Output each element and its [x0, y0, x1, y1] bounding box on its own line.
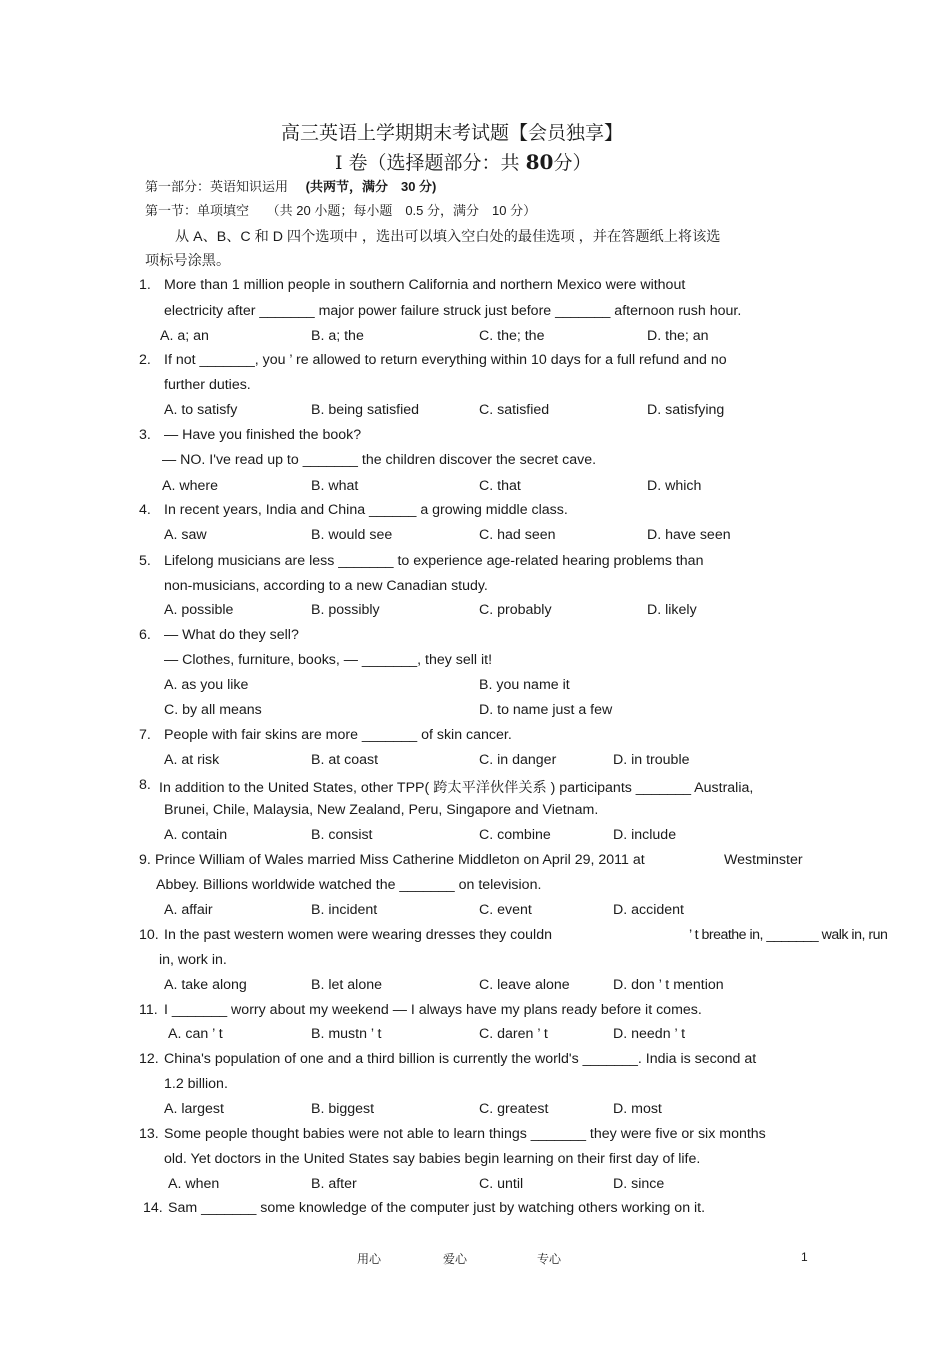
- option-d: D. since: [613, 1176, 665, 1192]
- question-text-cont: in, work in.: [159, 952, 227, 968]
- option-d: D. accident: [613, 902, 684, 918]
- option-d: D. in trouble: [613, 752, 690, 768]
- question-number: 11.: [139, 1002, 158, 1018]
- option-a: A. when: [168, 1176, 220, 1192]
- section-heading: [145, 200, 536, 219]
- option-b: B. would see: [311, 527, 393, 543]
- option-a: A. largest: [164, 1101, 224, 1117]
- question-text: Lifelong musicians are less _______ to experience age-related hearing problems than: [164, 553, 704, 569]
- option-d: D. likely: [647, 602, 697, 618]
- option-b: B. incident: [311, 902, 378, 918]
- question-text: I _______ worry about my weekend — I always have my plans ready before it comes.: [164, 1002, 702, 1018]
- question-text-cont: non-musicians, according to a new Canadian study.: [164, 578, 488, 594]
- question-number: 10.: [139, 927, 159, 943]
- option-b: B. at coast: [311, 752, 379, 768]
- question-text: [164, 277, 802, 293]
- option-d: D. needn ’ t: [613, 1026, 686, 1042]
- option-a: A. can ’ t: [168, 1026, 223, 1042]
- option-c: C. probably: [479, 602, 552, 618]
- option-a: A. a; an: [160, 328, 209, 344]
- question-number: 4.: [139, 502, 151, 518]
- option-a: A. as you like: [164, 677, 249, 693]
- question-text-cont: — NO. I've read up to _______ the children discover the secret cave.: [162, 452, 597, 468]
- option-c: C. until: [479, 1176, 524, 1192]
- question-number: 5.: [139, 553, 151, 569]
- option-c: C. combine: [479, 827, 551, 843]
- option-b: B. biggest: [311, 1101, 375, 1117]
- option-c: C. had seen: [479, 527, 556, 543]
- option-c: C. by all means: [164, 702, 262, 718]
- section-info: （共 20 小题；每小题 0.5 分，满分 10 分）: [266, 203, 537, 218]
- question-text-cont: electricity after _______ major power failure struck just before _______ afternoon rush hour.: [164, 303, 742, 319]
- part-label: 第一部分：英语知识运用: [145, 179, 289, 194]
- option-a: A. saw: [164, 527, 207, 543]
- question-number: 6.: [139, 627, 151, 643]
- question-number: 9.: [139, 852, 151, 868]
- question-number: 2.: [139, 352, 151, 368]
- question-number: 12.: [139, 1051, 159, 1067]
- option-d: D. the; an: [647, 328, 709, 344]
- option-a: A. contain: [164, 827, 228, 843]
- option-b: B. being satisfied: [311, 402, 420, 418]
- question-text: — Have you finished the book?: [164, 427, 362, 443]
- option-b: B. you name it: [479, 677, 570, 693]
- question-text-cont: — Clothes, furniture, books, — _______, they sell it!: [164, 652, 493, 668]
- option-b: B. a; the: [311, 328, 364, 344]
- footer-word-3: 专心: [537, 1252, 562, 1266]
- question-text-cont: 1.2 billion.: [164, 1076, 228, 1092]
- option-b: B. what: [311, 478, 359, 494]
- option-d: D. to name just a few: [479, 702, 613, 718]
- option-c: C. the; the: [479, 328, 545, 344]
- option-a: A. affair: [164, 902, 213, 918]
- option-d: D. don ’ t mention: [613, 977, 724, 993]
- question-text-cont: Abbey. Billions worldwide watched the _______ on television.: [156, 877, 542, 893]
- question-number: 8.: [139, 777, 151, 793]
- option-c: C. daren ’ t: [479, 1026, 548, 1042]
- question-text: In recent years, India and China ______ a growing middle class.: [164, 502, 568, 518]
- option-a: A. to satisfy: [164, 402, 238, 418]
- option-d: D. include: [613, 827, 677, 843]
- option-c: C. leave alone: [479, 977, 570, 993]
- part-heading: [145, 176, 436, 195]
- option-b: B. consist: [311, 827, 373, 843]
- question-text: People with fair skins are more _______ of skin cancer.: [164, 727, 512, 743]
- subtitle-suffix: 分）: [553, 152, 592, 174]
- option-d: D. most: [613, 1101, 662, 1117]
- question-line: More than 1 million people in southern California and northern Mexico were without: [164, 277, 686, 293]
- option-a: A. at risk: [164, 752, 220, 768]
- question-text-cont: further duties.: [164, 377, 251, 393]
- question-text: Prince William of Wales married Miss Catherine Middleton on April 29, 2011 at: [155, 852, 645, 868]
- document-subtitle: [335, 148, 591, 175]
- option-c: C. greatest: [479, 1101, 549, 1117]
- question-number: 7.: [139, 727, 151, 743]
- footer-word-2: 爱心: [443, 1252, 468, 1266]
- document-title: 高三英语上学期期末考试题【会员独享】: [281, 122, 624, 144]
- option-d: D. satisfying: [647, 402, 725, 418]
- footer-word-1: 用心: [357, 1252, 382, 1266]
- option-c: C. that: [479, 478, 521, 494]
- option-c: C. event: [479, 902, 532, 918]
- question-text: In the past western women were wearing dresses they couldn: [164, 927, 552, 943]
- question-number: 13.: [139, 1126, 159, 1142]
- question-number: 14.: [143, 1200, 163, 1216]
- part-score: (共两节，满分 30 分): [305, 179, 437, 194]
- question-text: If not _______, you ’ re allowed to return everything within 10 days for a full refund and no: [164, 352, 727, 368]
- subtitle-score: 80: [525, 150, 554, 174]
- option-b: B. after: [311, 1176, 357, 1192]
- question-number: 1.: [139, 277, 151, 293]
- option-a: A. where: [162, 478, 218, 494]
- option-d: D. have seen: [647, 527, 731, 543]
- option-b: B. possibly: [311, 602, 380, 618]
- option-a: A. take along: [164, 977, 247, 993]
- option-c: C. satisfied: [479, 402, 550, 418]
- instruction-line-1: 从 A、B、C 和 D 四个选项中 ，选出可以填入空白处的最佳选项 ，并在答题纸上将该选: [175, 229, 721, 245]
- question-text-end: Westminster: [724, 852, 803, 868]
- question-text: China's population of one and a third billion is currently the world's _______. India is second at: [164, 1051, 757, 1067]
- question-text: Sam _______ some knowledge of the computer just by watching others working on it.: [168, 1200, 706, 1216]
- option-d: D. which: [647, 478, 702, 494]
- option-b: B. mustn ’ t: [311, 1026, 382, 1042]
- question-text-end: ’ t breathe in, _______ walk in, run: [689, 927, 888, 943]
- question-text: — What do they sell?: [164, 627, 299, 643]
- question-text-cont: old. Yet doctors in the United States say babies begin learning on their first day of life.: [164, 1151, 701, 1167]
- question-text: In addition to the United States, other TPP( 跨太平洋伙伴关系 ) participants _______ Australia,: [159, 780, 754, 796]
- page-number: 1: [801, 1250, 808, 1264]
- question-text-cont: Brunei, Chile, Malaysia, New Zealand, Peru, Singapore and Vietnam.: [164, 802, 599, 818]
- option-a: A. possible: [164, 602, 234, 618]
- section-label: 第一节：单项填空: [145, 203, 250, 218]
- subtitle-prefix: I 卷（选择题部分：共: [335, 152, 520, 174]
- option-c: C. in danger: [479, 752, 557, 768]
- option-b: B. let alone: [311, 977, 382, 993]
- question-text: Some people thought babies were not able to learn things _______ they were five or six months: [164, 1126, 766, 1142]
- question-number: 3.: [139, 427, 151, 443]
- instruction-line-2: 项标号涂黑。: [145, 253, 231, 269]
